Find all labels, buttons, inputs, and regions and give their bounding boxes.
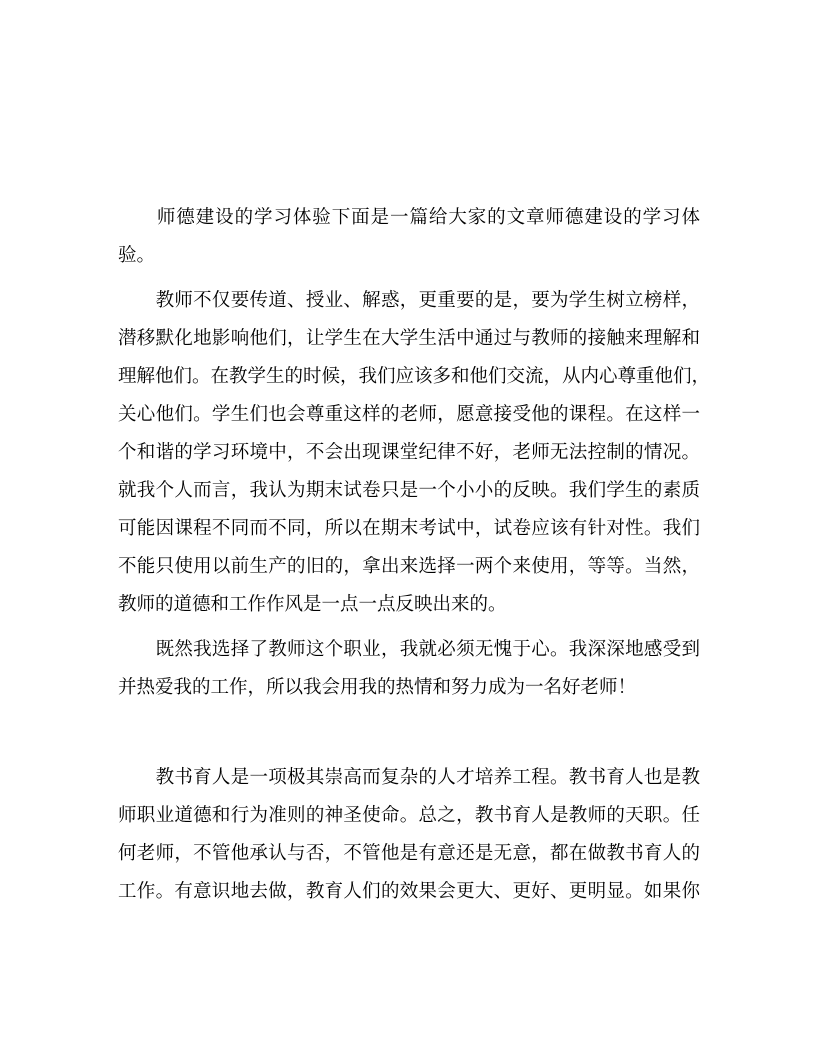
text-line: 验。 bbox=[118, 245, 156, 266]
text-line: 何老师，不管他承认与否，不管他是有意还是无意，都在做教书育人的 bbox=[118, 843, 700, 864]
text-line: 既然我选择了教师这个职业，我就必须无愧于心。我深深地感受到 bbox=[118, 639, 700, 660]
text-line: 师德建设的学习体验下面是一篇给大家的文章师德建设的学习体 bbox=[118, 207, 700, 228]
text-line: 并热爱我的工作，所以我会用我的热情和努力成为一名好老师！ bbox=[118, 677, 637, 698]
text-line: 理解他们。在教学生的时候，我们应该多和他们交流，从内心尊重他们， bbox=[118, 366, 711, 387]
text-line: 教师不仅要传道、授业、解惑，更重要的是，要为学生树立榜样， bbox=[118, 290, 700, 311]
text-line: 潜移默化地影响他们，让学生在大学生活中通过与教师的接触来理解和 bbox=[118, 328, 700, 349]
text-line: 教书育人是一项极其崇高而复杂的人才培养工程。教书育人也是教 bbox=[118, 767, 700, 788]
text-line: 教师的道德和工作作风是一点一点反映出来的。 bbox=[118, 594, 507, 615]
text-line: 关心他们。学生们也会尊重这样的老师，愿意接受他的课程。在这样一 bbox=[118, 404, 700, 425]
text-line: 工作。有意识地去做，教育人们的效果会更大、更好、更明显。如果你 bbox=[118, 881, 700, 902]
text-line: 师职业道德和行为准则的神圣使命。总之，教书育人是教师的天职。任 bbox=[118, 805, 700, 826]
text-line: 个和谐的学习环境中，不会出现课堂纪律不好，老师无法控制的情况。 bbox=[118, 442, 700, 463]
text-line: 可能因课程不同而不同，所以在期末考试中，试卷应该有针对性。我们 bbox=[118, 518, 700, 539]
text-line: 不能只使用以前生产的旧的，拿出来选择一两个来使用，等等。当然， bbox=[118, 556, 700, 577]
text-line: 就我个人而言，我认为期末试卷只是一个小小的反映。我们学生的素质 bbox=[118, 480, 700, 501]
